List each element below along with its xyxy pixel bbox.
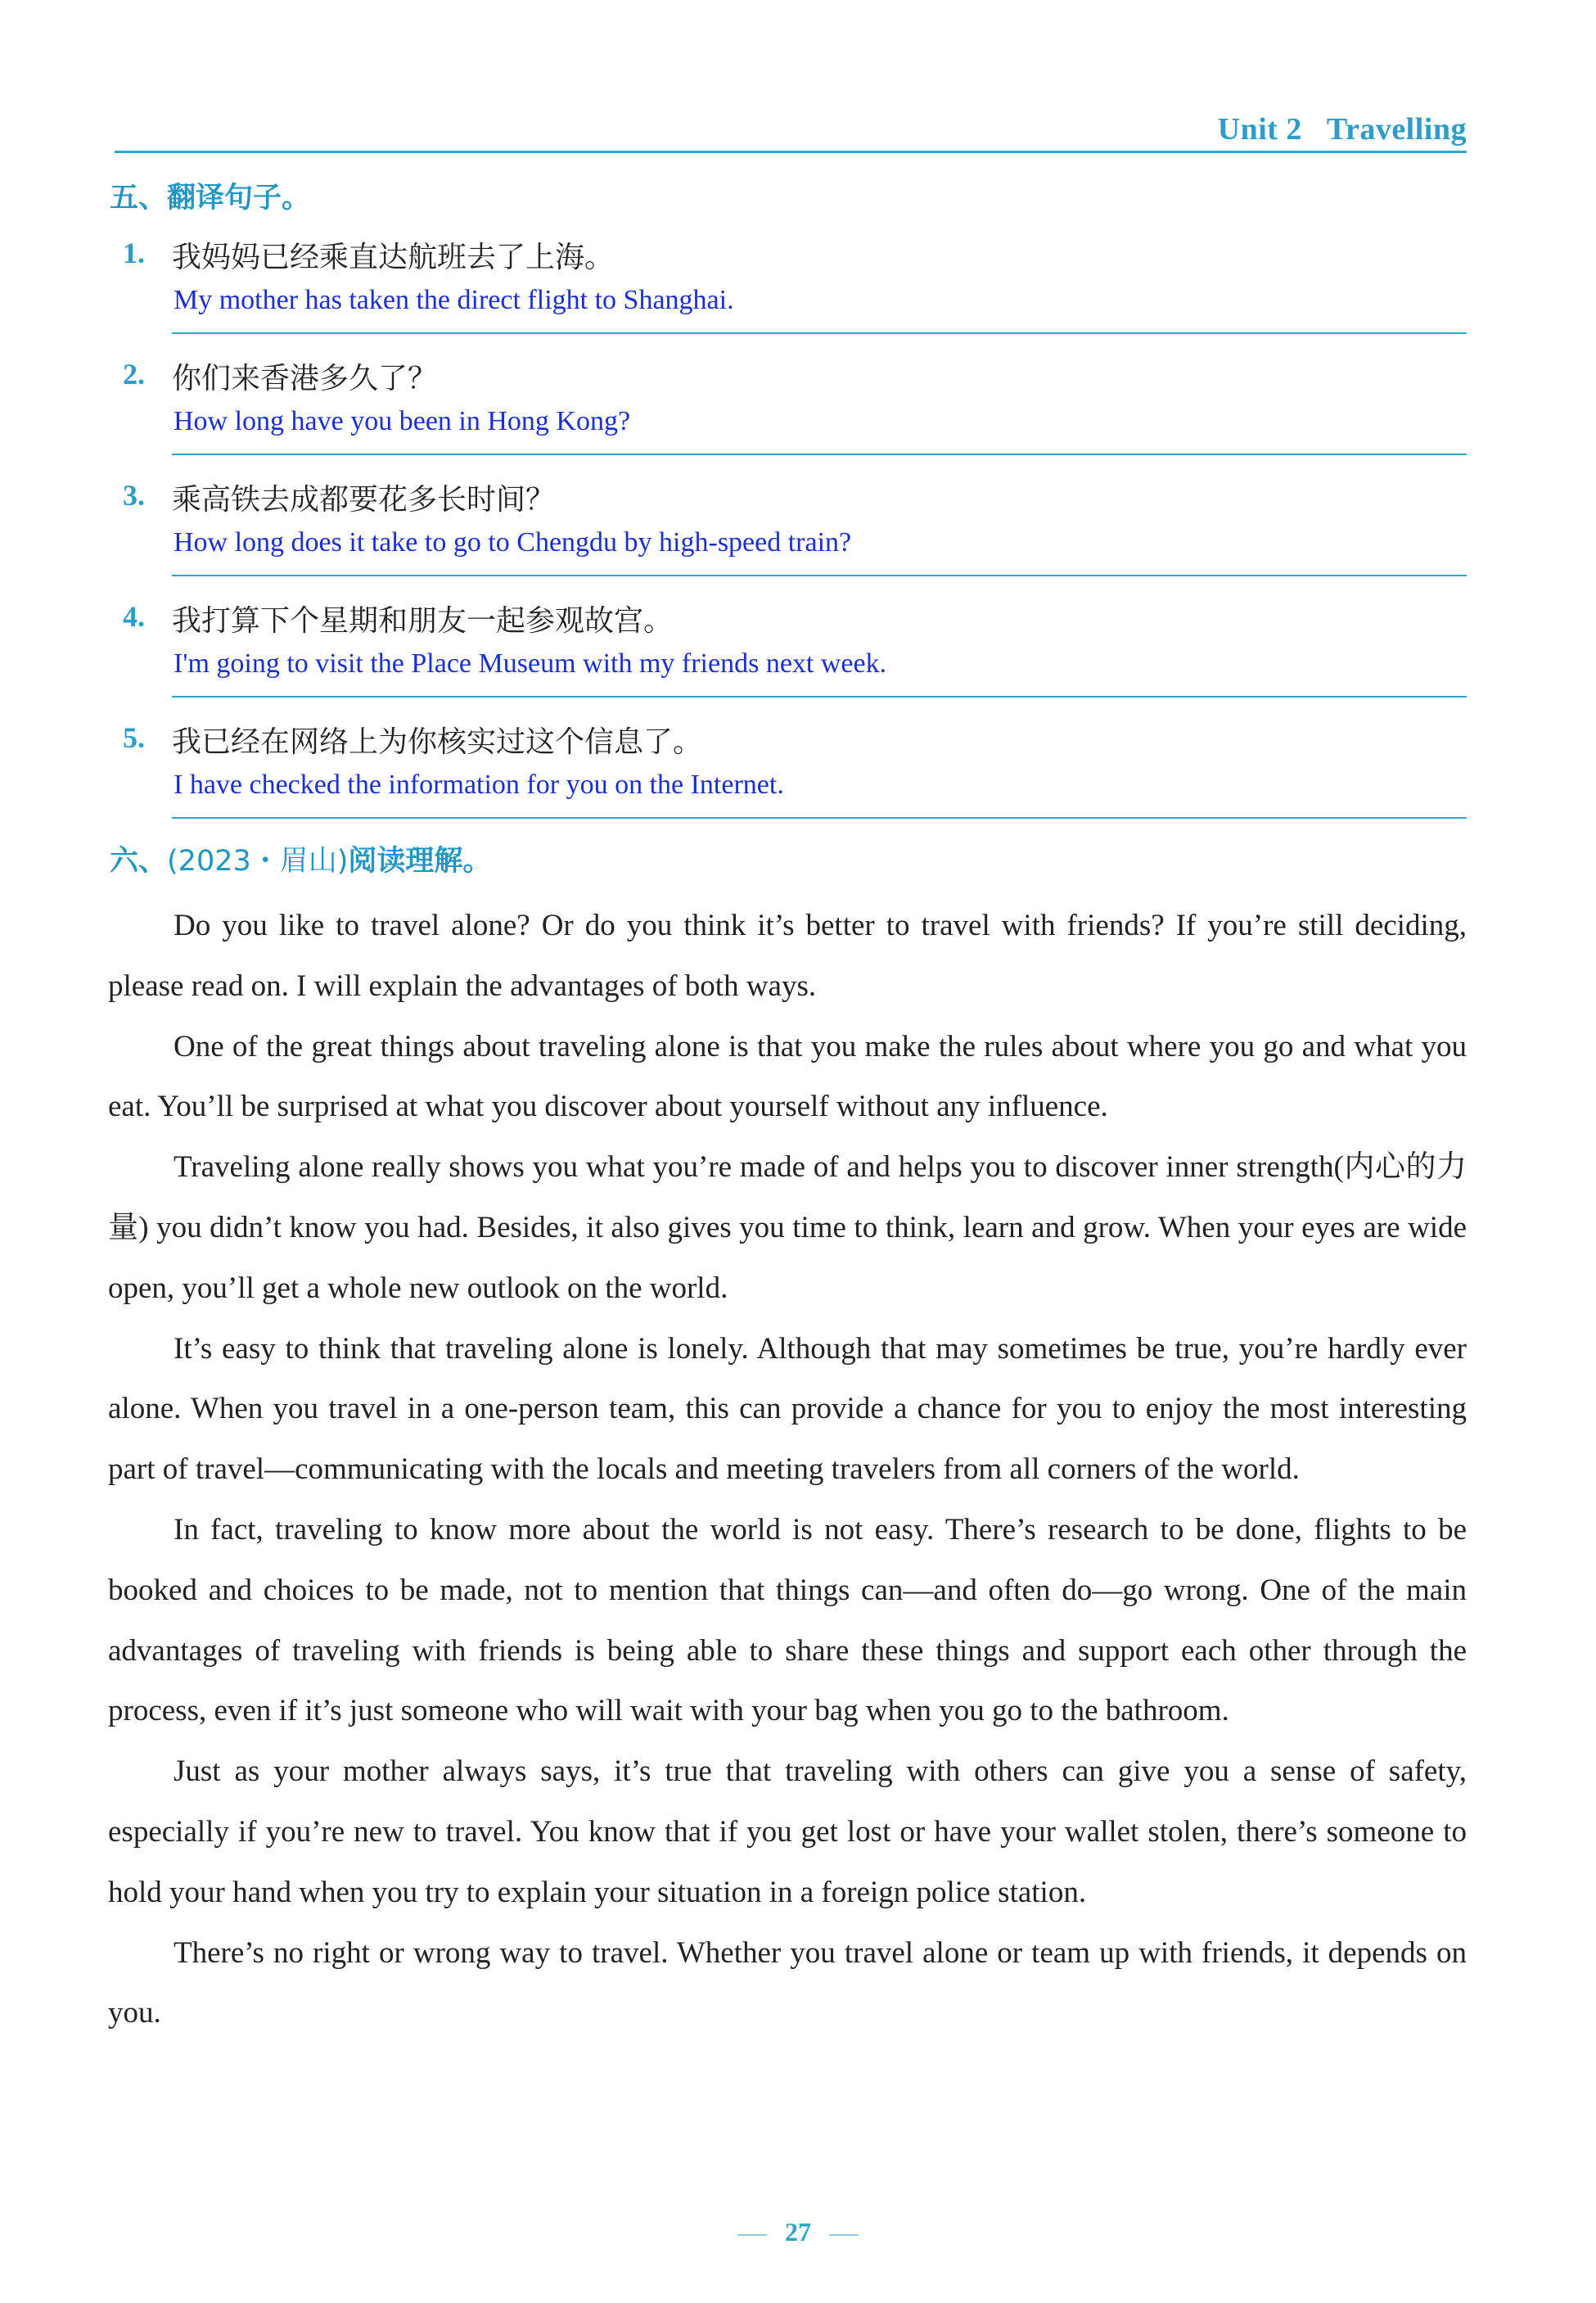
english-answer: How long does it take to go to Chengdu by high-speed train? xyxy=(174,527,852,558)
english-answer: My mother has taken the direct flight to Shanghai. xyxy=(174,285,734,315)
passage-paragraph: Do you like to travel alone? Or do you think it’s better to travel with friends? If you’re still deciding, please read on. I will explain the advantages of both ways. xyxy=(108,909,1467,1003)
section-title: 阅读理解。 xyxy=(348,845,492,878)
passage-paragraph: It’s easy to think that traveling alone is lonely. Although that may sometimes be true, you’re hardly ever alone. When you travel in a one-person team, this can provide a chance for you to enjoy the most interesting part of travel—communicating with the locals and meeting travelers from all corners of the world. xyxy=(108,1331,1467,1487)
passage-paragraph: Just as your mother always says, it’s true that traveling with others can give you a sense of safety, especially if you’re new to travel. You know that if you get lost or have your wallet stolen, there’s someone to hold your hand when you try to explain your situation in a foreign police station. xyxy=(108,1754,1467,1909)
item-number: 2. xyxy=(123,358,145,391)
unit-topic: Travelling xyxy=(1326,112,1467,147)
item-number: 4. xyxy=(123,600,145,633)
page-number-dash xyxy=(829,2234,859,2236)
item-number: 3. xyxy=(123,479,145,512)
item-number: 5. xyxy=(123,721,145,754)
translation-item xyxy=(123,236,1467,357)
section-number: 六、 xyxy=(110,845,168,878)
unit-number: Unit 2 xyxy=(1217,112,1302,147)
passage-paragraph: There’s no right or wrong way to travel. Whether you travel alone or team up with friends, it depends on you. xyxy=(108,1935,1467,2030)
section-6-heading xyxy=(110,838,491,879)
passage-paragraph: In fact, traveling to know more about the world is not easy. There’s research to be done, flights to be booked and choices to be made, not to mention that things can—and often do—go wrong. One of the main advantages of traveling with friends is being able to share these things and support each other through the process, even if it’s just someone who will wait with your bag when you go to the bathroom. xyxy=(108,1512,1467,1728)
chinese-sentence: 我打算下个星期和朋友一起参观故宫。 xyxy=(172,604,674,638)
page-number xyxy=(0,2217,1596,2247)
page-number-value: 27 xyxy=(785,2217,811,2247)
page-header xyxy=(115,108,1467,153)
passage-paragraph: Traveling alone really shows you what you’re made of and helps you to discover inner strength(内心的力量) you didn’t know you had. Besides, it also gives you time to think, learn and grow. When your eyes are wide open, you’ll get a whole new outlook on the world. xyxy=(108,1150,1467,1305)
answer-line xyxy=(172,696,1467,698)
section-5-heading: 五、翻译句子。 xyxy=(110,182,311,214)
english-answer: I'm going to visit the Place Museum with my friends next week. xyxy=(174,648,887,679)
passage-paragraph: One of the great things about traveling alone is that you make the rules about where you go and what you eat. You’ll be surprised at what you discover about yourself without any influence. xyxy=(108,1029,1467,1124)
translation-item xyxy=(123,599,1467,720)
translation-item xyxy=(123,478,1467,599)
item-number: 1. xyxy=(123,237,145,269)
chinese-sentence: 你们来香港多久了？ xyxy=(172,362,438,395)
answer-line xyxy=(172,332,1467,334)
translation-item xyxy=(123,720,1467,842)
chinese-sentence: 我已经在网络上为你核实过这个信息了。 xyxy=(172,725,703,759)
translation-item xyxy=(123,357,1467,478)
answer-line xyxy=(172,454,1467,455)
page-number-dash xyxy=(737,2234,767,2236)
chinese-sentence: 乘高铁去成都要花多长时间？ xyxy=(172,483,556,517)
reading-passage xyxy=(108,896,1467,2043)
chinese-sentence: 我妈妈已经乘直达航班去了上海。 xyxy=(172,241,615,274)
english-answer: How long have you been in Hong Kong? xyxy=(174,406,631,436)
english-answer: I have checked the information for you on the Internet. xyxy=(174,770,784,800)
exam-source: (2023・眉山) xyxy=(167,845,349,878)
answer-line xyxy=(172,575,1467,576)
answer-line xyxy=(172,817,1467,819)
unit-title xyxy=(1218,111,1467,147)
